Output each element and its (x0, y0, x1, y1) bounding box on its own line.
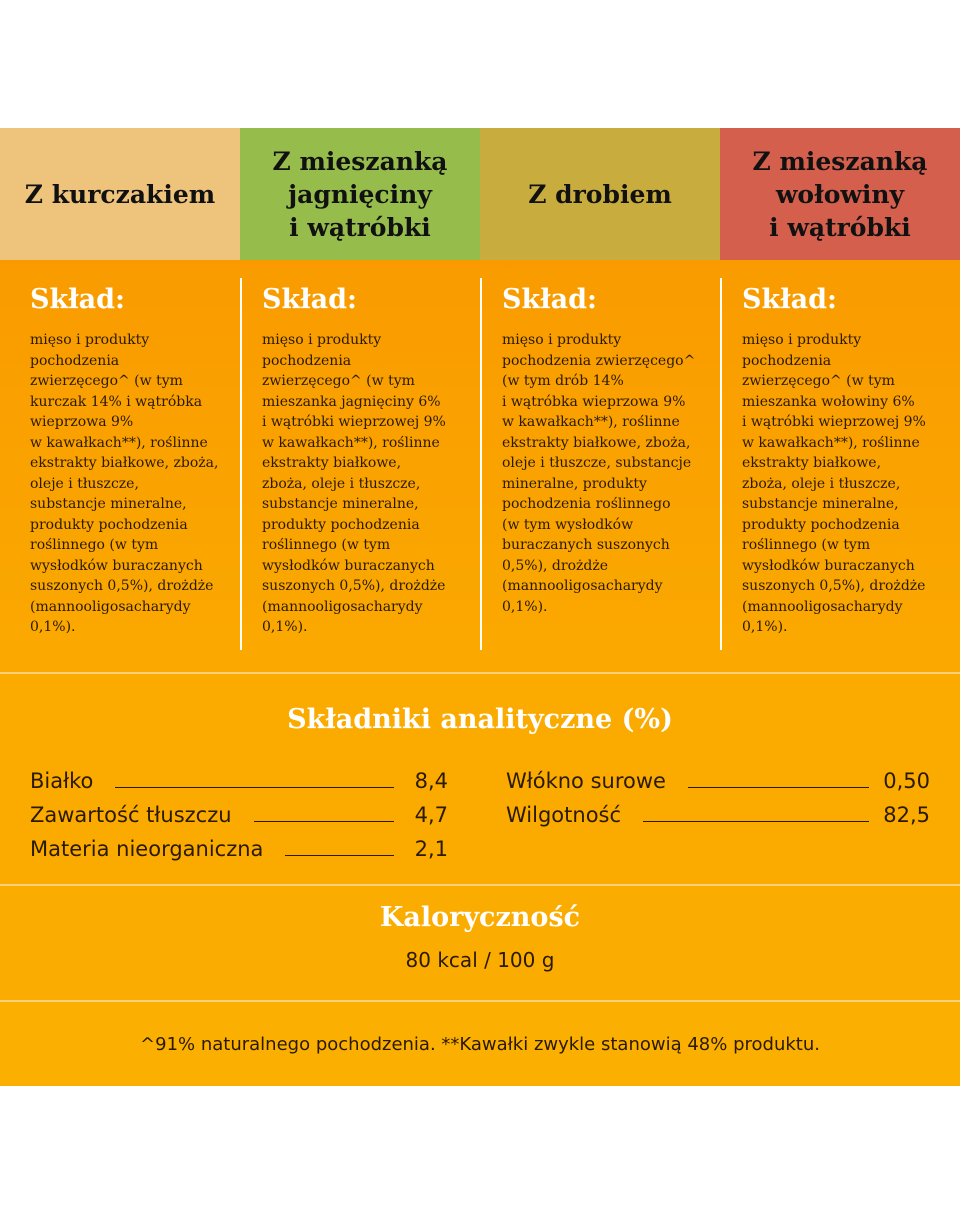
header-chicken (0, 128, 240, 260)
variant-title: Z kurczakiem (24, 179, 216, 209)
calories-value: 80 kcal / 100 g (405, 948, 555, 972)
analytics-value: 4,7 (414, 803, 448, 827)
analytics-label: Materia nieorganiczna (30, 837, 264, 861)
ingredients-column-beef (720, 260, 960, 672)
analytics-label: Białko (30, 769, 94, 793)
variant-title: Z mieszanką wołowiny i wątróbki (752, 146, 928, 242)
ingredients-text: mięso i produkty pochodzenia zwierzęcego^ (w tym mieszanka wołowiny 6% i wątróbki wieprzowej 9% w kawałkach**), roślinne ekstrakty białkowe, zboża, oleje i tłuszcze, substancje mineralne, produkty pochodzenia roślinnego (w tym wysłodków buraczanych suszonych 0,5%), drożdże (mannooligosacharydy 0,1%). (742, 332, 926, 635)
analytics-row-protein (30, 764, 448, 794)
analytics-title: Składniki analityczne (%) (287, 704, 673, 735)
ingredients-column-poultry (480, 260, 720, 672)
variant-title: Z mieszanką jagnięciny i wątróbki (272, 146, 448, 242)
header-lamb (240, 128, 480, 260)
leader-line (285, 854, 394, 856)
variant-headers (0, 128, 960, 260)
analytics-label: Wilgotność (506, 803, 622, 827)
analytics-value: 82,5 (883, 803, 930, 827)
analytics-value: 0,50 (883, 769, 930, 793)
ingredients-section (0, 260, 960, 672)
sklad-label: Skład: (742, 284, 837, 315)
analytics-row-fat (30, 798, 448, 828)
ingredients-text: mięso i produkty pochodzenia zwierzęcego^ (w tym mieszanka jagnięciny 6% i wątróbki wieprzowej 9% w kawałkach**), roślinne ekstrakty białkowe, zboża, oleje i tłuszcze, substancje mineralne, produkty pochodzenia roślinnego (w tym wysłodków buraczanych suszonych 0,5%), drożdże (mannooligosacharydy 0,1%). (262, 332, 446, 635)
calories-title: Kaloryczność (379, 902, 581, 933)
column-divider (240, 278, 242, 650)
analytics-value: 2,1 (414, 837, 448, 861)
analytics-row-fibre (506, 764, 930, 794)
header-poultry (480, 128, 720, 260)
ingredients-column-lamb (240, 260, 480, 672)
nutrition-panel (0, 128, 960, 1086)
analytics-label: Włókno surowe (506, 769, 666, 793)
leader-line (254, 820, 394, 822)
analytics-section (0, 672, 960, 884)
leader-line (115, 786, 394, 788)
header-beef (720, 128, 960, 260)
analytics-row-moisture (506, 798, 930, 828)
ingredients-column-chicken (0, 260, 240, 672)
sklad-label: Skład: (502, 284, 597, 315)
ingredients-text: mięso i produkty pochodzenia zwierzęcego^ (w tym kurczak 14% i wątróbka wieprzowa 9% w kawałkach**), roślinne ekstrakty białkowe, zboża, oleje i tłuszcze, substancje mineralne, produkty pochodzenia roślinnego (w tym wysłodków buraczanych suszonych 0,5%), drożdże (mannooligosacharydy 0,1%). (30, 332, 219, 635)
analytics-label: Zawartość tłuszczu (30, 803, 232, 827)
analytics-row-ash (30, 832, 448, 862)
footnote: ^91% naturalnego pochodzenia. **Kawałki zwykle stanowią 48% produktu. (0, 1000, 960, 1086)
leader-line (643, 820, 869, 822)
variant-title: Z drobiem (528, 179, 672, 209)
leader-line (688, 786, 869, 788)
sklad-label: Skład: (30, 284, 125, 315)
calories-section (0, 884, 960, 1000)
column-divider (720, 278, 722, 650)
sklad-label: Skład: (262, 284, 357, 315)
ingredients-text: mięso i produkty pochodzenia zwierzęcego^ (w tym drób 14% i wątróbka wieprzowa 9% w kawałkach**), roślinne ekstrakty białkowe, zboża, oleje i tłuszcze, substancje mineralne, produkty pochodzenia roślinnego (w tym wysłodków buraczanych suszonych 0,5%), drożdże (mannooligosacharydy 0,1%). (502, 332, 696, 615)
analytics-value: 8,4 (414, 769, 448, 793)
column-divider (480, 278, 482, 650)
